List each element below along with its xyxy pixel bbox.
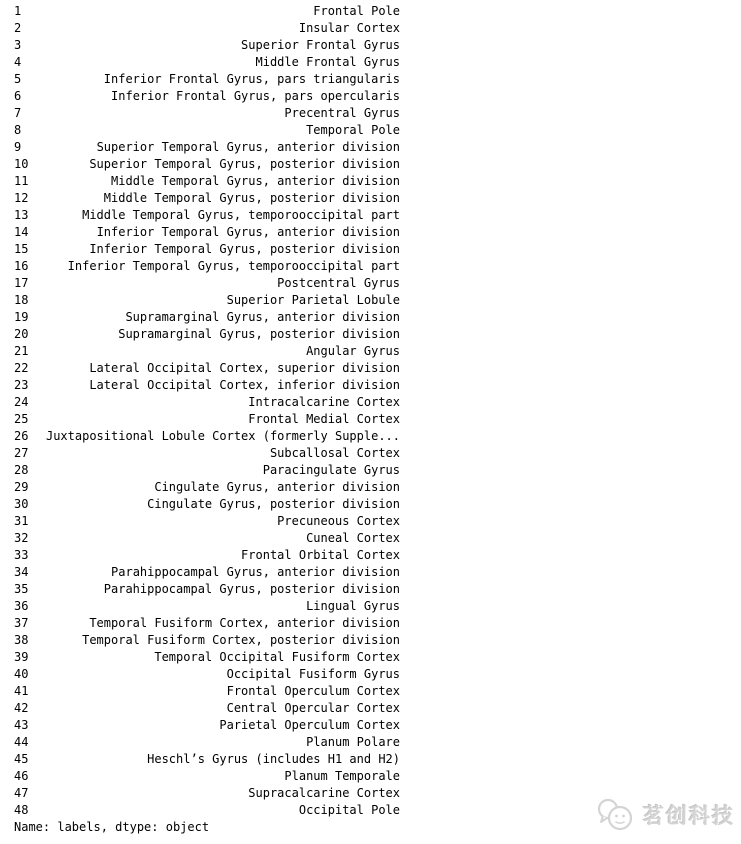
row-label: Inferior Frontal Gyrus, pars triangularis xyxy=(103,72,400,86)
row-label: Inferior Temporal Gyrus, temporooccipital part xyxy=(67,259,400,273)
row-index: 3 xyxy=(14,38,22,52)
series-rows xyxy=(14,3,400,819)
series-row xyxy=(14,71,400,88)
row-index: 13 xyxy=(14,208,29,222)
series-row xyxy=(14,411,400,428)
row-label: Precuneous Cortex xyxy=(277,514,400,528)
row-label: Inferior Temporal Gyrus, anterior division xyxy=(96,225,400,239)
series-row xyxy=(14,734,400,751)
series-row xyxy=(14,496,400,513)
row-label: Supramarginal Gyrus, anterior division xyxy=(125,310,400,324)
series-footer: Name: labels, dtype: object xyxy=(14,820,210,834)
row-index: 45 xyxy=(14,752,29,766)
row-label: Occipital Fusiform Gyrus xyxy=(226,667,400,681)
row-index: 31 xyxy=(14,514,29,528)
row-label: Temporal Fusiform Cortex, anterior division xyxy=(89,616,400,630)
row-label: Middle Temporal Gyrus, anterior division xyxy=(111,174,400,188)
row-label: Lateral Occipital Cortex, superior division xyxy=(89,361,400,375)
row-index: 18 xyxy=(14,293,29,307)
row-label: Planum Polare xyxy=(306,735,400,749)
row-label: Angular Gyrus xyxy=(306,344,400,358)
series-row xyxy=(14,309,400,326)
row-index: 2 xyxy=(14,21,22,35)
row-label: Supracalcarine Cortex xyxy=(248,786,400,800)
row-index: 19 xyxy=(14,310,29,324)
row-index: 1 xyxy=(14,4,22,18)
series-row xyxy=(14,377,400,394)
row-label: Temporal Occipital Fusiform Cortex xyxy=(154,650,400,664)
row-index: 35 xyxy=(14,582,29,596)
row-index: 40 xyxy=(14,667,29,681)
row-label: Insular Cortex xyxy=(298,21,400,35)
series-row xyxy=(14,122,400,139)
row-index: 28 xyxy=(14,463,29,477)
row-index: 20 xyxy=(14,327,29,341)
row-label: Intracalcarine Cortex xyxy=(248,395,400,409)
row-index: 48 xyxy=(14,803,29,817)
row-label: Central Opercular Cortex xyxy=(226,701,400,715)
series-row xyxy=(14,326,400,343)
row-label: Lingual Gyrus xyxy=(306,599,400,613)
series-row xyxy=(14,190,400,207)
row-index: 14 xyxy=(14,225,29,239)
row-label: Temporal Pole xyxy=(306,123,400,137)
row-label: Middle Frontal Gyrus xyxy=(255,55,400,69)
row-index: 6 xyxy=(14,89,22,103)
series-row xyxy=(14,88,400,105)
row-index: 29 xyxy=(14,480,29,494)
row-index: 39 xyxy=(14,650,29,664)
series-row xyxy=(14,649,400,666)
row-index: 22 xyxy=(14,361,29,375)
row-index: 44 xyxy=(14,735,29,749)
row-label: Inferior Temporal Gyrus, posterior division xyxy=(89,242,400,256)
row-index: 36 xyxy=(14,599,29,613)
watermark xyxy=(594,794,735,836)
row-index: 5 xyxy=(14,72,22,86)
row-label: Paracingulate Gyrus xyxy=(262,463,400,477)
row-index: 15 xyxy=(14,242,29,256)
series-row xyxy=(14,156,400,173)
series-output xyxy=(14,3,400,836)
series-row xyxy=(14,632,400,649)
series-row xyxy=(14,785,400,802)
row-index: 24 xyxy=(14,395,29,409)
series-row xyxy=(14,751,400,768)
series-row xyxy=(14,717,400,734)
row-label: Inferior Frontal Gyrus, pars opercularis xyxy=(111,89,400,103)
row-label: Precentral Gyrus xyxy=(284,106,400,120)
series-row xyxy=(14,54,400,71)
row-label: Temporal Fusiform Cortex, posterior division xyxy=(82,633,400,647)
series-row xyxy=(14,598,400,615)
row-index: 42 xyxy=(14,701,29,715)
row-label: Frontal Medial Cortex xyxy=(248,412,400,426)
watermark-logo-icon xyxy=(594,794,636,836)
series-row xyxy=(14,428,400,445)
row-index: 9 xyxy=(14,140,22,154)
row-label: Postcentral Gyrus xyxy=(277,276,400,290)
row-label: Frontal Pole xyxy=(313,4,400,18)
row-label: Parietal Operculum Cortex xyxy=(219,718,400,732)
series-row xyxy=(14,445,400,462)
row-label: Frontal Operculum Cortex xyxy=(226,684,400,698)
row-index: 10 xyxy=(14,157,29,171)
row-index: 16 xyxy=(14,259,29,273)
series-row xyxy=(14,275,400,292)
row-index: 32 xyxy=(14,531,29,545)
row-index: 46 xyxy=(14,769,29,783)
row-label: Occipital Pole xyxy=(298,803,400,817)
series-row xyxy=(14,700,400,717)
row-index: 25 xyxy=(14,412,29,426)
series-row xyxy=(14,513,400,530)
series-row xyxy=(14,768,400,785)
row-label: Juxtapositional Lobule Cortex (formerly Supple... xyxy=(45,429,400,443)
series-row xyxy=(14,20,400,37)
series-row xyxy=(14,547,400,564)
row-label: Parahippocampal Gyrus, anterior division xyxy=(111,565,400,579)
row-label: Lateral Occipital Cortex, inferior division xyxy=(89,378,400,392)
series-row xyxy=(14,343,400,360)
row-label: Superior Parietal Lobule xyxy=(226,293,400,307)
row-label: Superior Frontal Gyrus xyxy=(241,38,400,52)
series-row xyxy=(14,258,400,275)
row-label: Superior Temporal Gyrus, posterior division xyxy=(89,157,400,171)
row-index: 26 xyxy=(14,429,29,443)
row-index: 27 xyxy=(14,446,29,460)
series-row xyxy=(14,394,400,411)
row-label: Middle Temporal Gyrus, posterior division xyxy=(103,191,400,205)
row-index: 30 xyxy=(14,497,29,511)
row-index: 8 xyxy=(14,123,22,137)
row-index: 11 xyxy=(14,174,29,188)
series-row xyxy=(14,241,400,258)
row-label: Cuneal Cortex xyxy=(306,531,400,545)
series-row xyxy=(14,224,400,241)
row-index: 33 xyxy=(14,548,29,562)
row-label: Heschl’s Gyrus (includes H1 and H2) xyxy=(147,752,400,766)
row-label: Supramarginal Gyrus, posterior division xyxy=(118,327,400,341)
series-row xyxy=(14,581,400,598)
row-index: 37 xyxy=(14,616,29,630)
row-index: 17 xyxy=(14,276,29,290)
row-index: 38 xyxy=(14,633,29,647)
series-row xyxy=(14,683,400,700)
series-row xyxy=(14,615,400,632)
series-row xyxy=(14,462,400,479)
row-label: Middle Temporal Gyrus, temporooccipital part xyxy=(82,208,400,222)
row-index: 7 xyxy=(14,106,22,120)
row-label: Planum Temporale xyxy=(284,769,400,783)
row-label: Subcallosal Cortex xyxy=(269,446,400,460)
series-row xyxy=(14,802,400,819)
series-row xyxy=(14,3,400,20)
series-row xyxy=(14,105,400,122)
row-index: 23 xyxy=(14,378,29,392)
series-row xyxy=(14,139,400,156)
series-row xyxy=(14,564,400,581)
row-label: Cingulate Gyrus, posterior division xyxy=(147,497,400,511)
series-row xyxy=(14,530,400,547)
series-row xyxy=(14,292,400,309)
watermark-text: 茗创科技 xyxy=(643,804,735,828)
row-index: 34 xyxy=(14,565,29,579)
series-row xyxy=(14,360,400,377)
row-index: 47 xyxy=(14,786,29,800)
row-label: Parahippocampal Gyrus, posterior division xyxy=(103,582,400,596)
series-row xyxy=(14,207,400,224)
series-row xyxy=(14,37,400,54)
row-index: 21 xyxy=(14,344,29,358)
row-label: Cingulate Gyrus, anterior division xyxy=(154,480,400,494)
series-row xyxy=(14,173,400,190)
row-index: 4 xyxy=(14,55,22,69)
row-label: Superior Temporal Gyrus, anterior division xyxy=(96,140,400,154)
series-row xyxy=(14,666,400,683)
row-index: 43 xyxy=(14,718,29,732)
row-index: 12 xyxy=(14,191,29,205)
series-row xyxy=(14,479,400,496)
row-index: 41 xyxy=(14,684,29,698)
row-label: Frontal Orbital Cortex xyxy=(241,548,400,562)
